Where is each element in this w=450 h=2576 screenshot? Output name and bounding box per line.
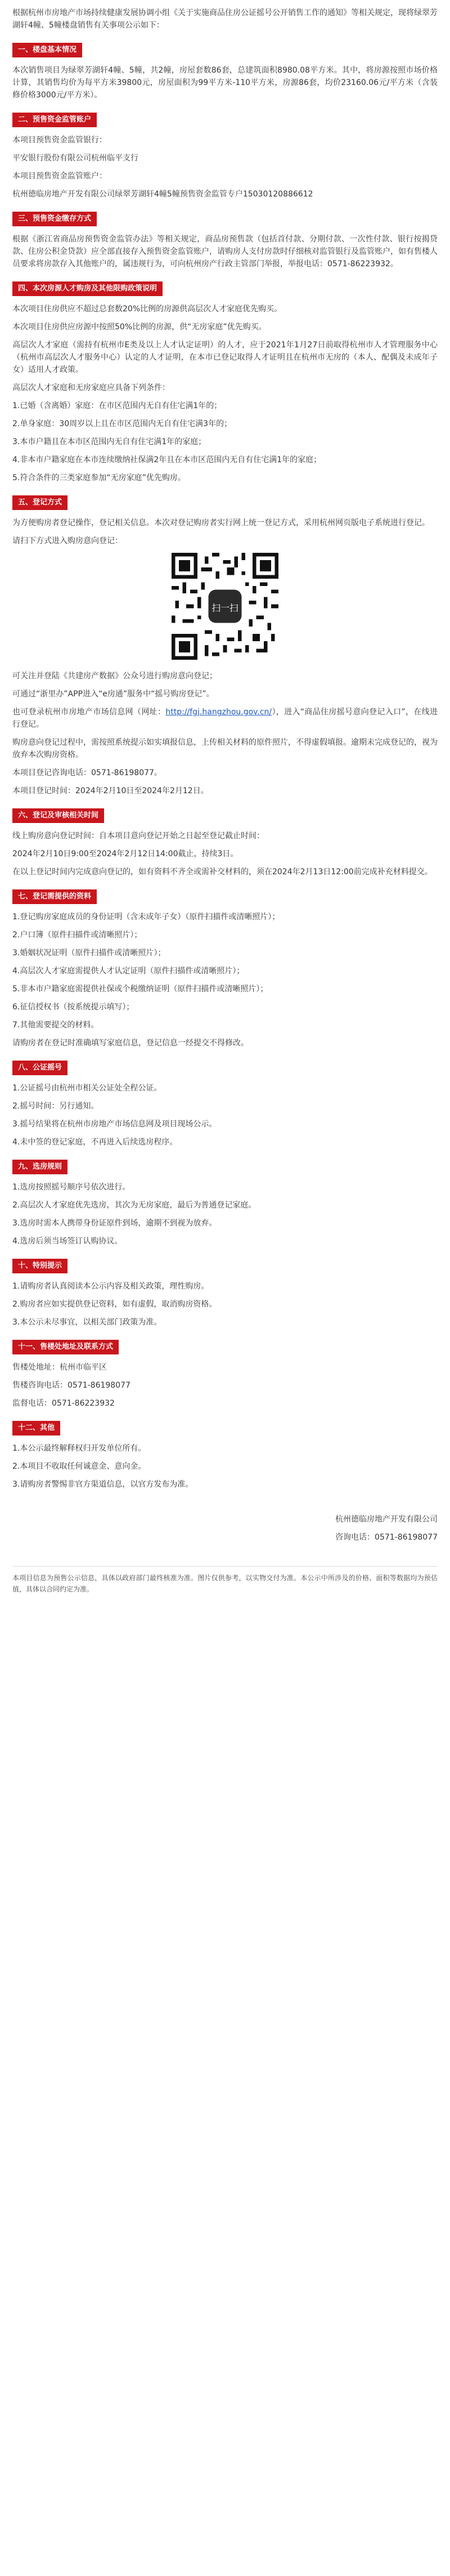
section-paragraph: 3.选房时需本人携带身份证原件到场，逾期不到视为放弃。	[12, 1219, 217, 1228]
section-paragraph: 3.婚姻状况证明（原件扫描件或清晰照片）；	[12, 949, 166, 958]
section-paragraph: 为方便购房者登记操作，登记相关信息。本次对登记购房者实行网上统一登记方式，采用杭州网页版电子系统进行登记。	[12, 518, 430, 527]
section-paragraph: 线上购房意向登记时间：自本项目意向登记开始之日起至登记截止时间：	[12, 831, 264, 840]
section-heading	[12, 1061, 438, 1075]
section-heading	[12, 1259, 438, 1273]
section-heading	[12, 43, 438, 57]
section-paragraph: 本次项目住房供应房源中按照50%比例的房源，供“无房家庭”优先购买。	[12, 323, 267, 332]
registration-method-3	[12, 706, 438, 731]
section-paragraph: 2.本项目不收取任何诚意金、意向金。	[12, 1462, 146, 1471]
section-paragraph: 在以上登记时间内完成意向登记的，如有资料不齐全或需补交材料的，须在2024年2月13日12:00前完成补充材料提交。	[12, 867, 433, 876]
section-heading-label: 五、登记方式	[12, 495, 68, 510]
section-paragraph: 1.登记购房家庭成员的身份证明（含未成年子女）（原件扫描件或清晰照片）；	[12, 913, 280, 922]
section-paragraph: 2.单身家庭：30周岁以上且在市区范围内无自有住宅满3年的；	[12, 419, 232, 428]
section-paragraph: 售楼处地址：杭州市临平区	[12, 1363, 107, 1372]
section-paragraph: 6.征信授权书（按系统提示填写）；	[12, 1003, 134, 1012]
section-paragraph: 3.本市户籍且在本市区范围内无自有住宅满1年的家庭；	[12, 437, 206, 446]
section-paragraph: 2.摇号时间：另行通知。	[12, 1102, 99, 1111]
section-heading	[12, 212, 438, 226]
footer-divider	[12, 1566, 438, 1567]
section-heading	[12, 1421, 438, 1435]
section-paragraph: 5.非本市户籍家庭需提供社保或个税缴纳证明（原件扫描件或清晰照片）；	[12, 985, 268, 994]
sections-group-b	[12, 808, 438, 1491]
section-paragraph: 2024年2月10日9:00至2024年2月12日14:00截止，持续3日。	[12, 849, 238, 858]
registration-time: 本项目登记时间：2024年2月10日至2024年2月12日。	[12, 786, 209, 795]
section-paragraph: 4.高层次人才家庭需提供人才认定证明（原件扫描件或清晰照片）；	[12, 967, 245, 976]
section-paragraph: 监督电话：0571-86223932	[12, 1399, 115, 1408]
section-paragraph: 本次销售项目为绿翠芳湖轩4幢、5幢，共2幢，房屋套数86套，总建筑面积8980.08平方米。其中，将房源按照市场价格计算，其销售均价为每平方米39800元，房屋面积为99平方米-110平方米，房源86套，均价23160.06元/平方米（含装修价格3000元/平方米）。	[12, 66, 438, 100]
section-heading-label: 十二、其他	[12, 1421, 60, 1435]
section-paragraph: 1.选房按照摇号顺序号依次进行。	[12, 1183, 130, 1192]
section-paragraph: 请购房者在登记时准确填写家庭信息，登记信息一经提交不得修改。	[12, 1039, 249, 1048]
section-paragraph: 平安银行股份有限公司杭州临平支行	[12, 154, 138, 163]
housing-info-site-link[interactable]: http://fgj.hangzhou.gov.cn/	[165, 708, 272, 717]
section-heading	[12, 808, 438, 823]
section-heading-label: 七、登记需提供的资料	[12, 889, 97, 904]
section-heading	[12, 1340, 438, 1354]
section-heading-label: 四、本次房源人才购房及其他限购政策说明	[12, 281, 163, 296]
signature-company: 杭州德临房地产开发有限公司	[335, 1515, 438, 1524]
section-paragraph: 7.其他需要提交的材料。	[12, 1021, 99, 1030]
signature-contact: 咨询电话：0571-86198077	[335, 1533, 438, 1542]
section-paragraph: 4.未中签的登记家庭，不再进入后续选房程序。	[12, 1138, 178, 1147]
section-paragraph: 4.非本市户籍家庭在本市连续缴纳社保满2年且在本市区范围内无自有住宅满1年的家庭；	[12, 455, 322, 464]
section-heading-label: 八、公证摇号	[12, 1061, 68, 1075]
section-paragraph: 本次项目住房供应不超过总套数20%比例的房源供高层次人才家庭优先购买。	[12, 305, 282, 314]
section-paragraph: 1.请购房者认真阅读本公示内容及相关政策，理性购房。	[12, 1282, 209, 1291]
section-paragraph: 根据《浙江省商品房预售资金监管办法》等相关规定，商品房预售款（包括首付款、分期付款、一次性付款、银行按揭贷款、住房公积金贷款）应全部直接存入预售资金监管账户，请购房人支付房款时仔细核对监管银行及监管账户，如有售楼人员要求将房款存入其他账户的，属违规行为，可向杭州房产行政主管部门举报，举报电话：0571-86223932。	[12, 235, 438, 269]
section-heading-label: 一、楼盘基本情况	[12, 43, 82, 57]
section-paragraph: 2.户口簿（原件扫描件或清晰照片）；	[12, 931, 142, 940]
section-paragraph: 高层次人才家庭（需持有杭州市E类及以上人才认定证明）的人才，应于2021年1月27日前取得杭州市人才管理服务中心（杭州市高层次人才服务中心）认定的人才证明，在本市已登记取得人才证明且在杭州市无房的（本人、配偶及未成年子女）适用人才政策。	[12, 341, 438, 374]
footer-note: 本项目信息为预售公示信息，具体以政府部门最终核准为准。图片仅供参考，以实物交付为准。本公示中所涉及的价格、面积等数据均为预估值，具体以合同约定为准。	[12, 1574, 438, 1593]
registration-note: 购房意向登记过程中，需按照系统提示如实填报信息，上传相关材料的原件照片，不得虚假填报。逾期未完成登记的，视为放弃本次购房资格。	[12, 738, 438, 759]
registration-text-before-link: 也可登录杭州市房地产市场信息网（网址：	[12, 708, 166, 717]
registration-text-after-link: ），进入“商品住房摇号意向登记入口”，在线进行登记。	[12, 708, 438, 729]
section-heading-label: 二、预售资金监管账户	[12, 113, 97, 127]
section-paragraph: 1.本公示最终解释权归开发单位所有。	[12, 1444, 146, 1453]
sections-group-a	[12, 43, 438, 547]
section-heading-label: 九、选房规则	[12, 1160, 68, 1174]
qr-caption: 扫一扫	[212, 602, 238, 614]
section-paragraph: 本项目预售资金监管账户：	[12, 172, 107, 181]
section-heading-label: 六、登记及审核相关时间	[12, 808, 104, 823]
section-heading	[12, 889, 438, 904]
section-paragraph: 杭州德临房地产开发有限公司绿翠芳湖轩4幢5幢预售资金监管专户15030120886612	[12, 190, 313, 199]
section-paragraph: 3.本公示未尽事宜，以相关部门政策为准。	[12, 1318, 162, 1327]
section-paragraph: 3.请购房者警惕非官方渠道信息，以官方发布为准。	[12, 1480, 194, 1489]
section-paragraph: 请扫下方式进入购房意向登记：	[12, 536, 123, 545]
section-paragraph: 4.选房后须当场签订认购协议。	[12, 1237, 123, 1246]
section-heading-label: 十、特别提示	[12, 1259, 68, 1273]
registration-method-2: 可通过“浙里办”APP进入“e房通”服务中“摇号购房登记”。	[12, 690, 214, 699]
section-heading-label: 三、预售资金缴存方式	[12, 212, 97, 226]
qr-code-block	[12, 553, 438, 662]
section-paragraph: 本项目预售资金监管银行：	[12, 136, 107, 145]
section-paragraph: 3.摇号结果将在杭州市房地产市场信息网及项目现场公示。	[12, 1120, 217, 1129]
qr-code-image[interactable]	[172, 553, 278, 660]
section-paragraph: 高层次人才家庭和无房家庭应具备下列条件：	[12, 383, 170, 392]
section-paragraph: 1.公证摇号由杭州市相关公证处全程公证。	[12, 1084, 162, 1093]
section-paragraph: 售楼咨询电话：0571-86198077	[12, 1381, 130, 1390]
section-heading	[12, 1160, 438, 1174]
registration-phone: 本项目登记咨询电话：0571-86198077。	[12, 768, 162, 777]
section-paragraph: 5.符合条件的三类家庭参加“无房家庭”优先购房。	[12, 473, 186, 482]
signature-block	[12, 1513, 438, 1544]
section-paragraph: 1.已婚（含离婚）家庭：在市区范围内无自有住宅满1年的；	[12, 401, 222, 410]
intro-paragraph: 根据杭州市房地产市场持续健康发展协调小组《关于实施商品住房公证摇号公开销售工作的通知》等相关规定，现将绿翠芳湖轩4幢、5幢楼盘销售有关事项公示如下：	[12, 8, 438, 30]
section-paragraph: 2.高层次人才家庭优先选房，其次为无房家庭，最后为普通登记家庭。	[12, 1201, 256, 1210]
section-heading-label: 十一、售楼处地址及联系方式	[12, 1340, 119, 1354]
section-heading	[12, 495, 438, 510]
section-paragraph: 2.购房者应如实提供登记资料，如有虚假，取消购房资格。	[12, 1300, 217, 1309]
registration-method-1: 可关注并登陆《共建房产数据》公众号进行购房意向登记；	[12, 672, 217, 681]
section-heading	[12, 281, 438, 296]
section-heading	[12, 113, 438, 127]
